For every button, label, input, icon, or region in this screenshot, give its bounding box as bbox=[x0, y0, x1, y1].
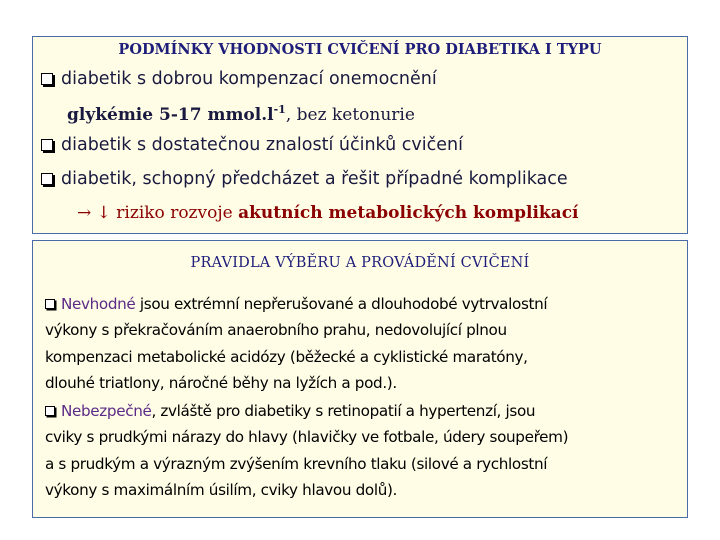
paragraph-line: a s prudkým a výrazným zvýšením krevního tlaku (silové a rychlostní bbox=[45, 455, 548, 473]
list-item-complications bbox=[41, 167, 568, 191]
checkbox-bullet-icon bbox=[41, 173, 53, 185]
checkbox-bullet-icon bbox=[45, 406, 55, 416]
risk-line bbox=[77, 201, 579, 225]
checkbox-bullet-icon bbox=[41, 73, 53, 85]
list-item-text: diabetik s dobrou kompenzací onemocnění bbox=[61, 69, 437, 89]
ketonuria-text: , bez ketonurie bbox=[285, 105, 415, 125]
paragraph-line: cviky s prudkými nárazy do hlavy (hlavičky ve fotbale, údery soupeřem) bbox=[45, 428, 569, 446]
unsuitable-label: Nevhodné bbox=[61, 295, 136, 313]
rules-title: PRAVIDLA VÝBĚRU A PROVÁDĚNÍ CVIČENÍ bbox=[190, 255, 530, 271]
conditions-title: PODMÍNKY VHODNOSTI CVIČENÍ PRO DIABETIKA I TYPU bbox=[118, 41, 602, 58]
paragraph-text: jsou extrémní nepřerušované a dlouhodobé vytrvalostní bbox=[135, 295, 548, 313]
list-item-text: diabetik, schopný předcházet a řešit případné komplikace bbox=[61, 169, 568, 189]
glycemia-line bbox=[67, 98, 415, 127]
checkbox-bullet-icon bbox=[41, 139, 53, 151]
list-item-knowledge bbox=[41, 133, 463, 157]
conditions-box bbox=[32, 36, 688, 234]
risk-text: → ↓ riziko rozvoje bbox=[77, 203, 239, 223]
list-item-text: diabetik s dostatečnou znalostí účinků cvičení bbox=[61, 135, 463, 155]
dangerous-label: Nebezpečné bbox=[61, 402, 152, 420]
dangerous-line-1 bbox=[45, 398, 685, 424]
unsuitable-line-1 bbox=[45, 291, 685, 317]
glycemia-exponent: -1 bbox=[273, 103, 286, 116]
list-item-compensation bbox=[41, 67, 437, 91]
glycemia-text: glykémie 5-17 mmol.l bbox=[67, 105, 274, 125]
checkbox-bullet-icon bbox=[45, 299, 55, 309]
paragraph-text: , zvláště pro diabetiky s retinopatií a hypertenzí, jsou bbox=[151, 402, 536, 420]
paragraph-line: výkony s maximálním úsilím, cviky hlavou dolů). bbox=[45, 481, 398, 499]
risk-highlight: akutních metabolických komplikací bbox=[238, 203, 579, 223]
paragraph-line: kompenzaci metabolické acidózy (běžecké a cyklistické maratóny, bbox=[45, 348, 528, 366]
paragraph-line: výkony s překračováním anaerobního prahu, nedovolující plnou bbox=[45, 321, 507, 339]
paragraph-line: dlouhé triatlony, náročné běhy na lyžích a pod.). bbox=[45, 374, 397, 392]
rules-box bbox=[32, 240, 688, 518]
